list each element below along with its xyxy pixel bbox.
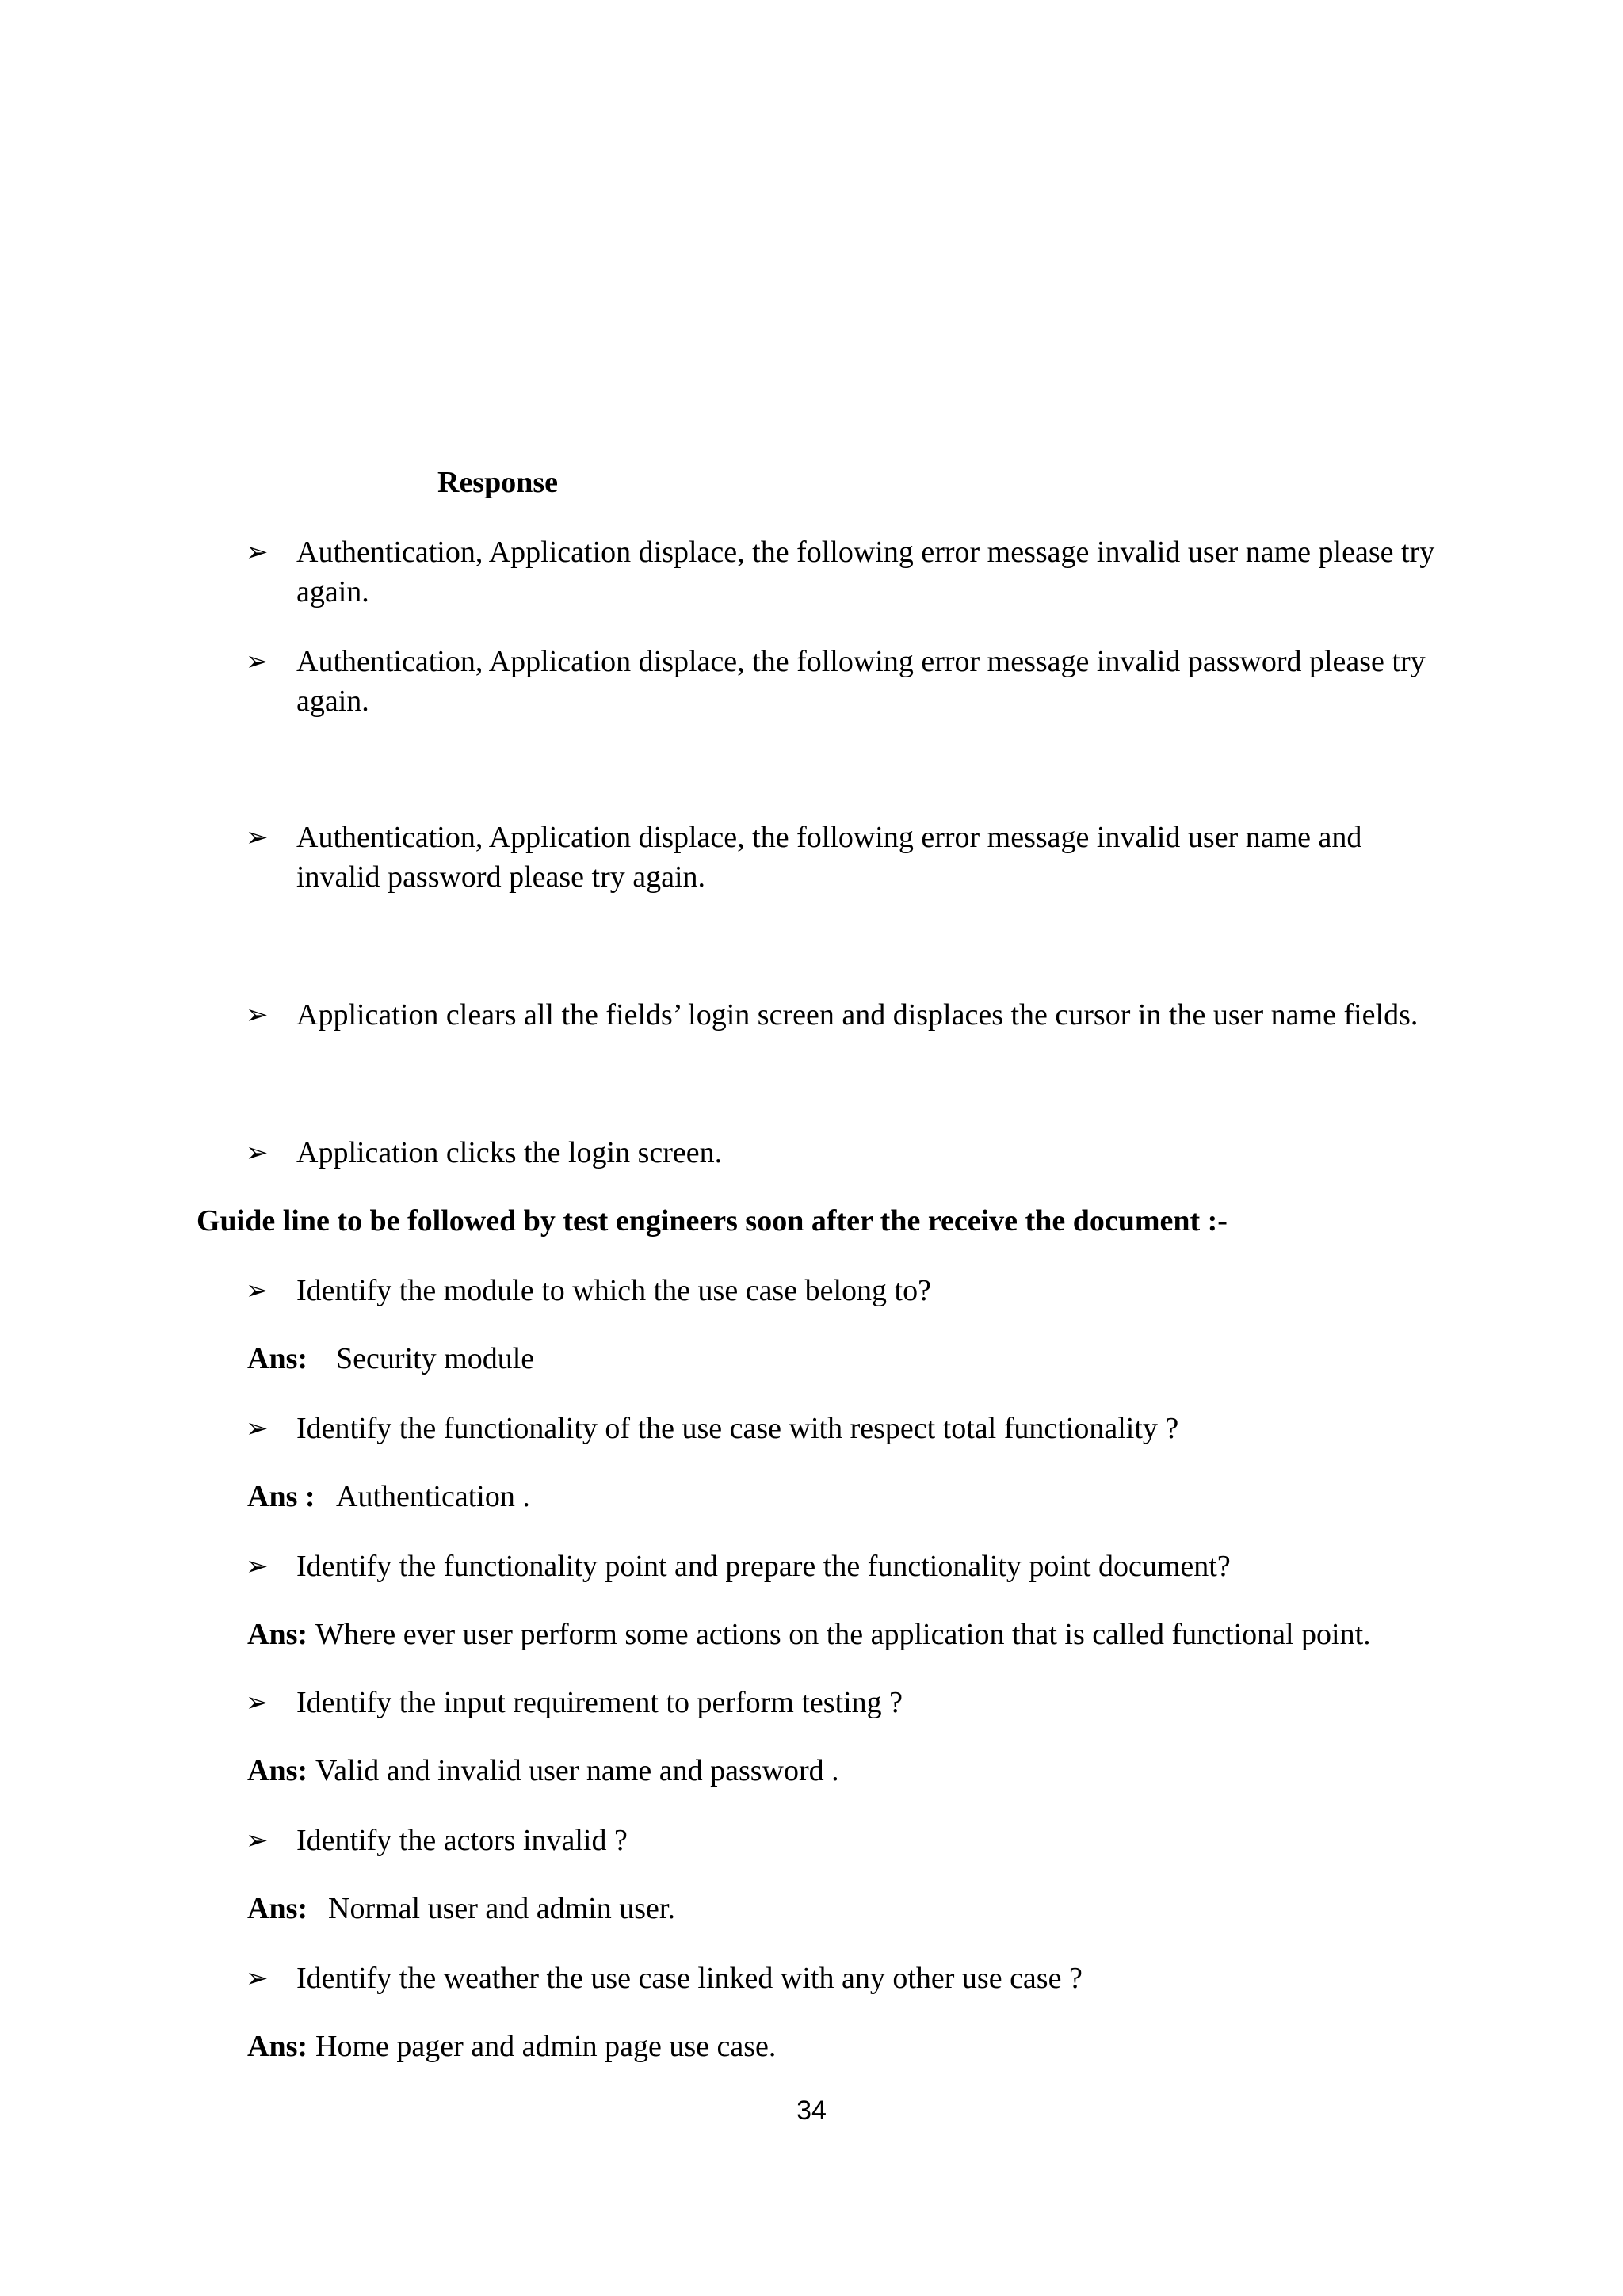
arrow-bullet-icon: ➢	[246, 1825, 269, 1856]
arrow-bullet-icon: ➢	[246, 1137, 269, 1169]
arrow-bullet-icon: ➢	[246, 1687, 269, 1718]
response-item: Authentication, Application displace, the following error message invalid user name please try again.	[296, 536, 1435, 608]
arrow-bullet-icon: ➢	[246, 1275, 269, 1306]
answer-label: Ans:	[247, 2030, 308, 2063]
answer-label: Ans:	[247, 1754, 308, 1787]
question-item: Identify the weather the use case linked with any other use case ?	[296, 1962, 1083, 1995]
arrow-bullet-icon: ➢	[246, 1550, 269, 1582]
question-item: Identify the functionality of the use case with respect total functionality ?	[296, 1412, 1179, 1445]
page-number: 34	[796, 2096, 827, 2126]
answer-text: Normal user and admin user.	[328, 1892, 675, 1925]
response-item: Application clears all the fields’ login screen and displaces the cursor in the user name fields.	[296, 998, 1419, 1032]
arrow-bullet-icon: ➢	[246, 646, 269, 677]
arrow-bullet-icon: ➢	[246, 1962, 269, 1994]
answer-label: Ans :	[247, 1480, 315, 1513]
response-heading: Response	[437, 466, 559, 499]
response-item: Application clicks the login screen.	[296, 1136, 723, 1169]
response-item: Authentication, Application displace, the following error message invalid password please try again.	[296, 645, 1426, 718]
answer-label: Ans:	[247, 1618, 308, 1651]
arrow-bullet-icon: ➢	[246, 1413, 269, 1444]
answer-text: Authentication .	[336, 1480, 530, 1513]
question-item: Identify the functionality point and prepare the functionality point document?	[296, 1550, 1231, 1583]
answer-text	[315, 1615, 1371, 1654]
answer-label: Ans:	[247, 1342, 308, 1375]
question-item: Identify the input requirement to perform testing ?	[296, 1686, 903, 1719]
question-item: Identify the actors invalid ?	[296, 1824, 628, 1857]
answer-text: Home pager and admin page use case.	[315, 2030, 777, 2063]
answer-bold-part: Where	[315, 1618, 396, 1651]
guideline-heading: Guide line to be followed by test engineers soon after the receive the document :-	[197, 1204, 1228, 1238]
answer-label: Ans:	[247, 1892, 308, 1925]
question-item: Identify the module to which the use case belong to?	[296, 1274, 931, 1307]
answer-text: Valid and invalid user name and password .	[315, 1754, 839, 1787]
answer-rest: ever user perform some actions on the application that is called functional point.	[395, 1618, 1371, 1651]
response-item: Authentication, Application displace, the following error message invalid user name and invalid password please try again.	[296, 821, 1362, 894]
arrow-bullet-icon: ➢	[246, 822, 269, 853]
arrow-bullet-icon: ➢	[246, 536, 269, 568]
answer-text: Security module	[336, 1342, 535, 1375]
arrow-bullet-icon: ➢	[246, 999, 269, 1031]
